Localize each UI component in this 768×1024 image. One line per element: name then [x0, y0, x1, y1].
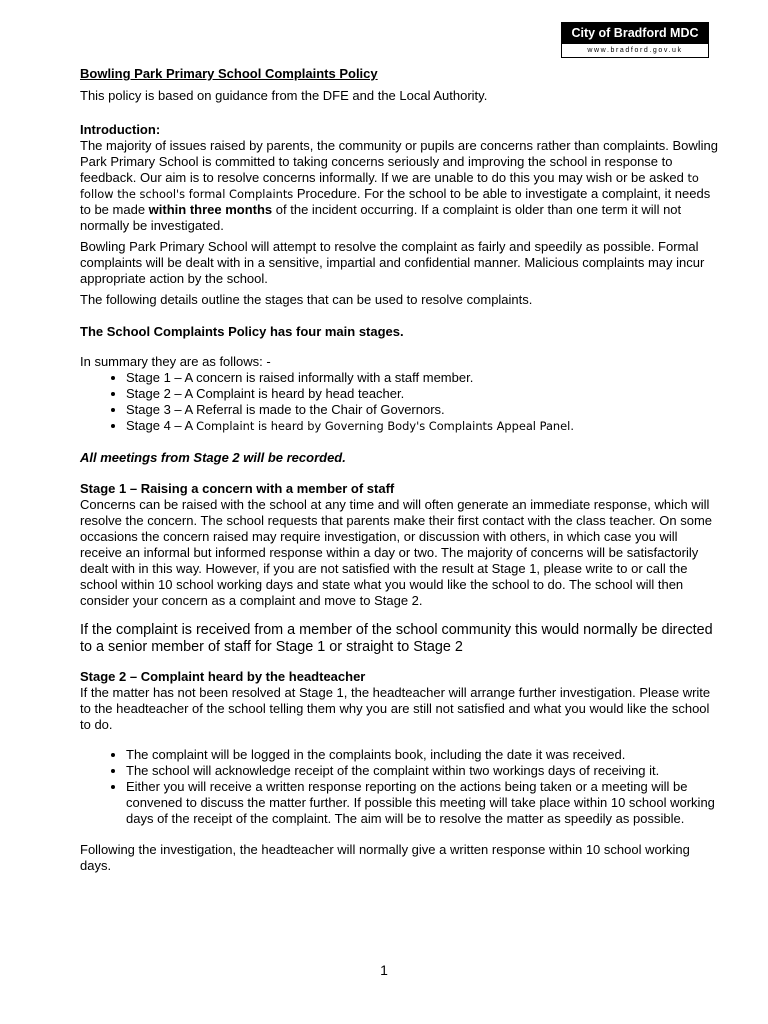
intro-text-b: to follow the school's formal Complaints — [80, 171, 699, 201]
list-item: • Stage 2 – A Complaint is heard by head teacher. — [126, 386, 720, 402]
page-number: 1 — [380, 962, 388, 978]
stage2-following: Following the investigation, the headteacher will normally give a written response within 10 school working days. — [80, 842, 690, 873]
summary-4-a: Stage 4 – A — [126, 418, 197, 433]
document-title: Bowling Park Primary School Complaints Policy — [80, 66, 378, 81]
logo-url: www.bradford.gov.uk — [561, 44, 709, 58]
document-body — [80, 66, 720, 874]
list-item: • The school will acknowledge receipt of the complaint within two workings days of receiving it. — [126, 763, 720, 779]
list-item: • Stage 3 – A Referral is made to the Chair of Governors. — [126, 402, 720, 418]
intro-paragraph-2: Bowling Park Primary School will attempt to resolve the complaint as fairly and speedily as possible. Formal complaints will be dealt with in a sensitive, impartial and confidential manner. Malicious complaints may incur appropriate action by the school. — [80, 239, 705, 286]
list-item: • Stage 1 – A concern is raised informally with a staff member. — [126, 370, 720, 386]
stages-heading: The School Complaints Policy has four main stages. — [80, 324, 404, 339]
list-item: • The complaint will be logged in the complaints book, including the date it was received. — [126, 747, 720, 763]
list-item — [126, 418, 720, 434]
intro-text-d: of the incident occurring. If a complaint is older than one term it will not normally be investigated. — [80, 202, 682, 233]
council-logo — [561, 22, 709, 58]
stage1-text: Concerns can be raised with the school at any time and will often generate an immediate response, which will resolve the concern. The school requests that parents make their first contact with the class teacher. On some occasions the concern raised may require investigation, or discussion with others, in which case you will receive an informal but informed response within a day or two. The majority of concerns will be satisfactorily dealt with in this way. However, if you are not satisfied with the result at Stage 1, please write to or call the school within 10 school working days and state what you would like the school to do. The school will then consider your concern as a complaint and move to Stage 2. — [80, 497, 713, 608]
intro-text-bold: within three months — [148, 202, 273, 217]
intro-paragraph-1 — [80, 138, 720, 234]
summary-4-b: Complaint is heard by Governing Body's Complaints Appeal Panel. — [196, 419, 574, 433]
summary-intro: In summary they are as follows: - — [80, 354, 271, 369]
stage2-heading: Stage 2 – Complaint heard by the headteacher — [80, 669, 366, 684]
stage2-list — [80, 747, 720, 827]
intro-heading: Introduction: — [80, 122, 161, 137]
document-subtitle: This policy is based on guidance from the DFE and the Local Authority. — [80, 88, 488, 103]
stage1-heading: Stage 1 – Raising a concern with a member of staff — [80, 481, 395, 496]
community-note: If the complaint is received from a member of the school community this would normally be directed to a senior member of staff for Stage 1 or straight to Stage 2 — [80, 622, 713, 655]
logo-name: City of Bradford MDC — [561, 22, 709, 44]
meetings-note: All meetings from Stage 2 will be recorded. — [80, 450, 346, 465]
stage2-text: If the matter has not been resolved at Stage 1, the headteacher will arrange further investigation. Please write to the headteacher of the school telling them why you are still not satisfied and what you would like the school to do. — [80, 685, 711, 732]
intro-paragraph-3: The following details outline the stages that can be used to resolve complaints. — [80, 292, 533, 307]
intro-text-c: Procedure. For the school to be able to investigate a complaint, it needs to be made — [80, 186, 711, 217]
intro-text-a: The majority of issues raised by parents, the community or pupils are concerns rather than complaints. Bowling Park Primary School is committed to taking concerns seriously and improving the school in response to feedback. Our aim is to resolve concerns informally. If we are unable to do this you may wish or be asked — [80, 138, 719, 185]
list-item: • Either you will receive a written response reporting on the actions being taken or a meeting will be convened to discuss the matter further. If possible this meeting will take place within 10 school working days of the receipt of the complaint. The aim will be to resolve the matter as speedily as possible. — [126, 779, 720, 827]
summary-list — [80, 370, 720, 434]
